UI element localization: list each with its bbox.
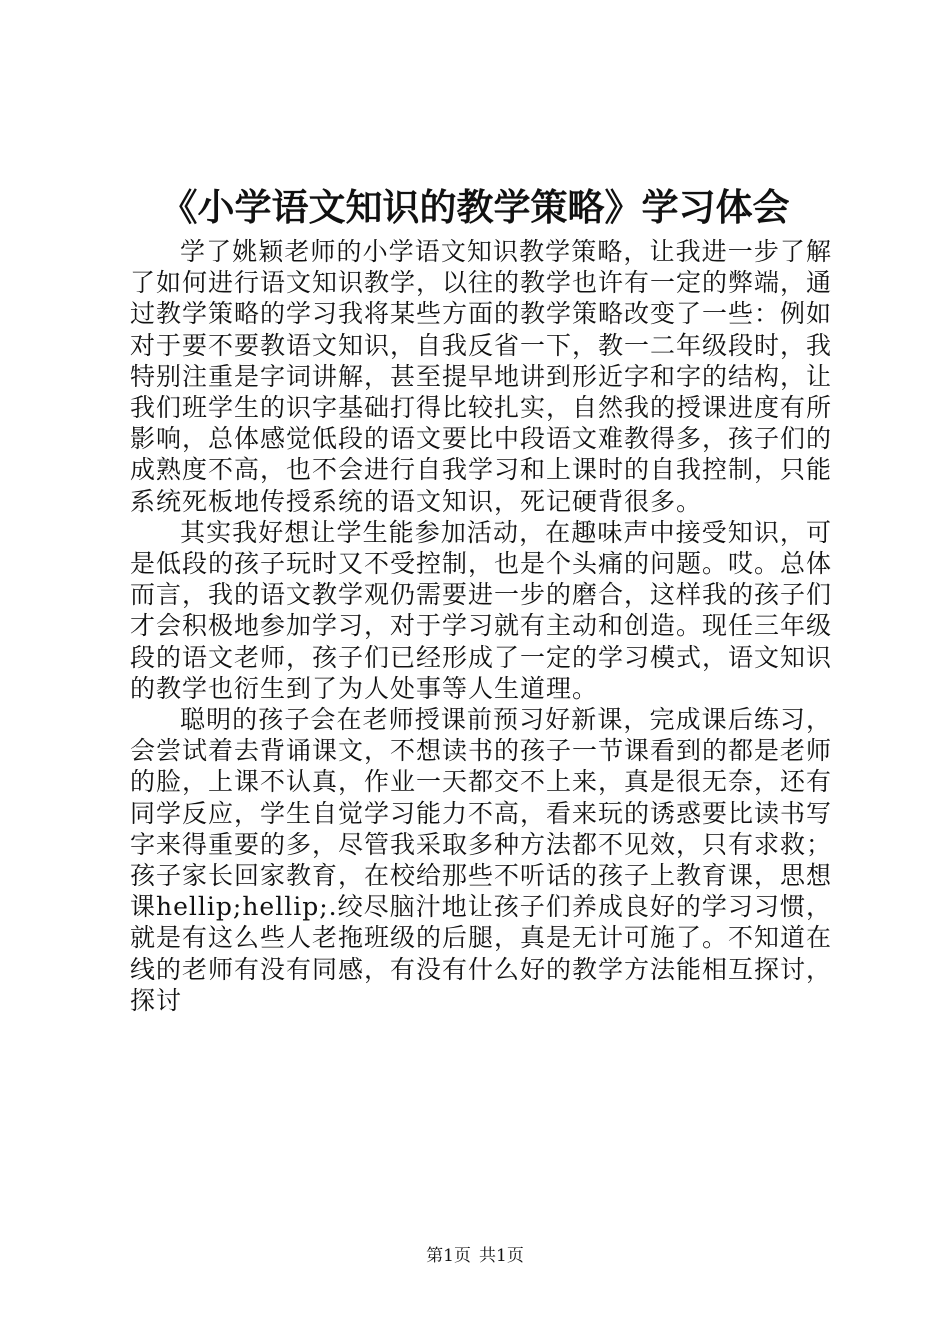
- document-body: [130, 236, 832, 1016]
- paragraph-3: 聪明的孩子会在老师授课前预习好新课，完成课后练习，会尝试着去背诵课文，不想读书的孩子一节课看到的都是老师的脸，上课不认真，作业一天都交不上来，真是很无奈，还有同学反应，学生自觉学习能力不高，看来玩的诱惑要比读书写字来得重要的多，尽管我采取多种方法都不见效，只有求救；孩子家长回家教育，在校给那些不听话的孩子上教育课，思想课hellip;hellip;.绞尽脑汁地让孩子们养成良好的学习习惯，就是有这么些人老拖班级的后腿，真是无计可施了。不知道在线的老师有没有同感，有没有什么好的教学方法能相互探讨，探讨: [130, 705, 833, 1015]
- document-title: 《小学语文知识的教学策略》学习体会: [160, 185, 790, 229]
- paragraph-2: 其实我好想让学生能参加活动，在趣味声中接受知识，可是低段的孩子玩时又不受控制，也是个头痛的问题。哎。总体而言，我的语文教学观仍需要进一步的磨合，这样我的孩子们才会积极地参加学习，对于学习就有主动和创造。现任三年级段的语文老师，孩子们已经形成了一定的学习模式，语文知识的教学也衍生到了为人处事等人生道理。: [130, 517, 833, 703]
- page-total: 共1页: [479, 1246, 524, 1266]
- page-number: 第1页: [426, 1246, 471, 1266]
- page-footer: [0, 1244, 950, 1268]
- paragraph-1: 学了姚颖老师的小学语文知识教学策略，让我进一步了解了如何进行语文知识教学，以往的教学也许有一定的弊端，通过教学策略的学习我将某些方面的教学策略改变了一些：例如对于要不要教语文知识，自我反省一下，教一二年级段时，我特别注重是字词讲解，甚至提早地讲到形近字和字的结构，让我们班学生的识字基础打得比较扎实，自然我的授课进度有所影响，总体感觉低段的语文要比中段语文难教得多，孩子们的成熟度不高，也不会进行自我学习和上课时的自我控制，只能系统死板地传授系统的语文知识，死记硬背很多。: [130, 237, 833, 516]
